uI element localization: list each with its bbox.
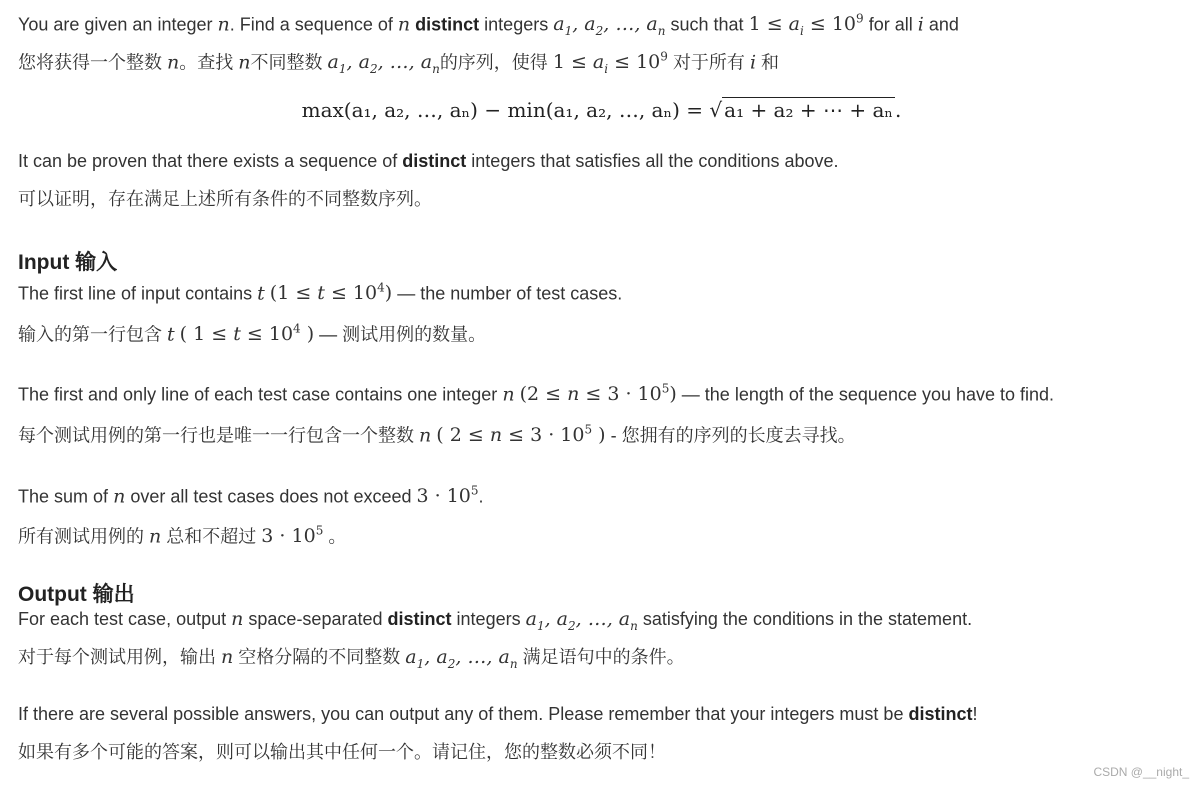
statement-line-zh-1: 您将获得一个整数 n。查找 n不同整数 $a_1$, $a_2$, …, $a_n$的序列，使得 $1 \le a_i \le 10^9$ 对于所有 i 和 xyxy=(18,50,780,77)
input-heading: Input 输入 xyxy=(18,251,118,274)
input-line-en-3: The sum of n over all test cases does not exceed $3 \cdot 10^5$. xyxy=(18,484,484,508)
main-formula: max(a₁, a₂, …, aₙ) − min(a₁, a₂, …, aₙ) = √ a₁ + a₂ + ⋯ + aₙ . xyxy=(301,98,902,122)
input-line-en-2: The first and only line of each test case contains one integer n $(2 \le n \le 3 \cdot 10^5)$ — the length of the sequence you have to find. xyxy=(18,382,1055,406)
input-line-zh-2: 每个测试用例的第一行也是唯一一行包含一个整数 n ( $2 \le n \le 3 \cdot 10^5$ ) - 您拥有的序列的长度去寻找。 xyxy=(18,423,856,447)
sqrt-sign: √ xyxy=(709,98,723,122)
statement-line-en-1: You are given an integer n. Find a sequence of n distinct integers $a_1$, $a_2$, …, $a_n$ such that $1 \le a_i \le 10^9$ for all i and xyxy=(18,12,959,39)
output-heading: Output 输出 xyxy=(18,583,135,606)
output-line-zh-2: 如果有多个可能的答案，则可以输出其中任何一个。请记住，您的整数必须不同！ xyxy=(18,742,666,762)
input-line-en-1: The first line of input contains t $(1 \le t \le 10^4)$ — the number of test cases. xyxy=(18,281,623,305)
input-line-zh-3: 所有测试用例的 n 总和不超过 $3 \cdot 10^5$ 。 xyxy=(18,524,347,548)
output-line-zh-1: 对于每个测试用例，输出 n 空格分隔的不同整数 $a_1$, $a_2$, …, $a_n$ 满足语句中的条件。 xyxy=(18,646,685,671)
input-line-zh-1: 输入的第一行包含 t ( $1 \le t \le 10^4$ ) — 测试用例的数量。 xyxy=(18,322,487,346)
output-line-en-2: If there are several possible answers, you can output any of them. Please remember that your integers must be distinct! xyxy=(18,704,978,724)
statement-line-en-2: It can be proven that there exists a sequence of distinct integers that satisfies all the conditions above. xyxy=(18,151,839,171)
output-line-en-1: For each test case, output n space-separated distinct integers $a_1$, $a_2$, …, $a_n$ satisfying the conditions in the statement. xyxy=(18,608,973,633)
statement-line-zh-2: 可以证明，存在满足上述所有条件的不同整数序列。 xyxy=(18,189,432,209)
watermark: CSDN @__night_ xyxy=(1093,765,1189,779)
